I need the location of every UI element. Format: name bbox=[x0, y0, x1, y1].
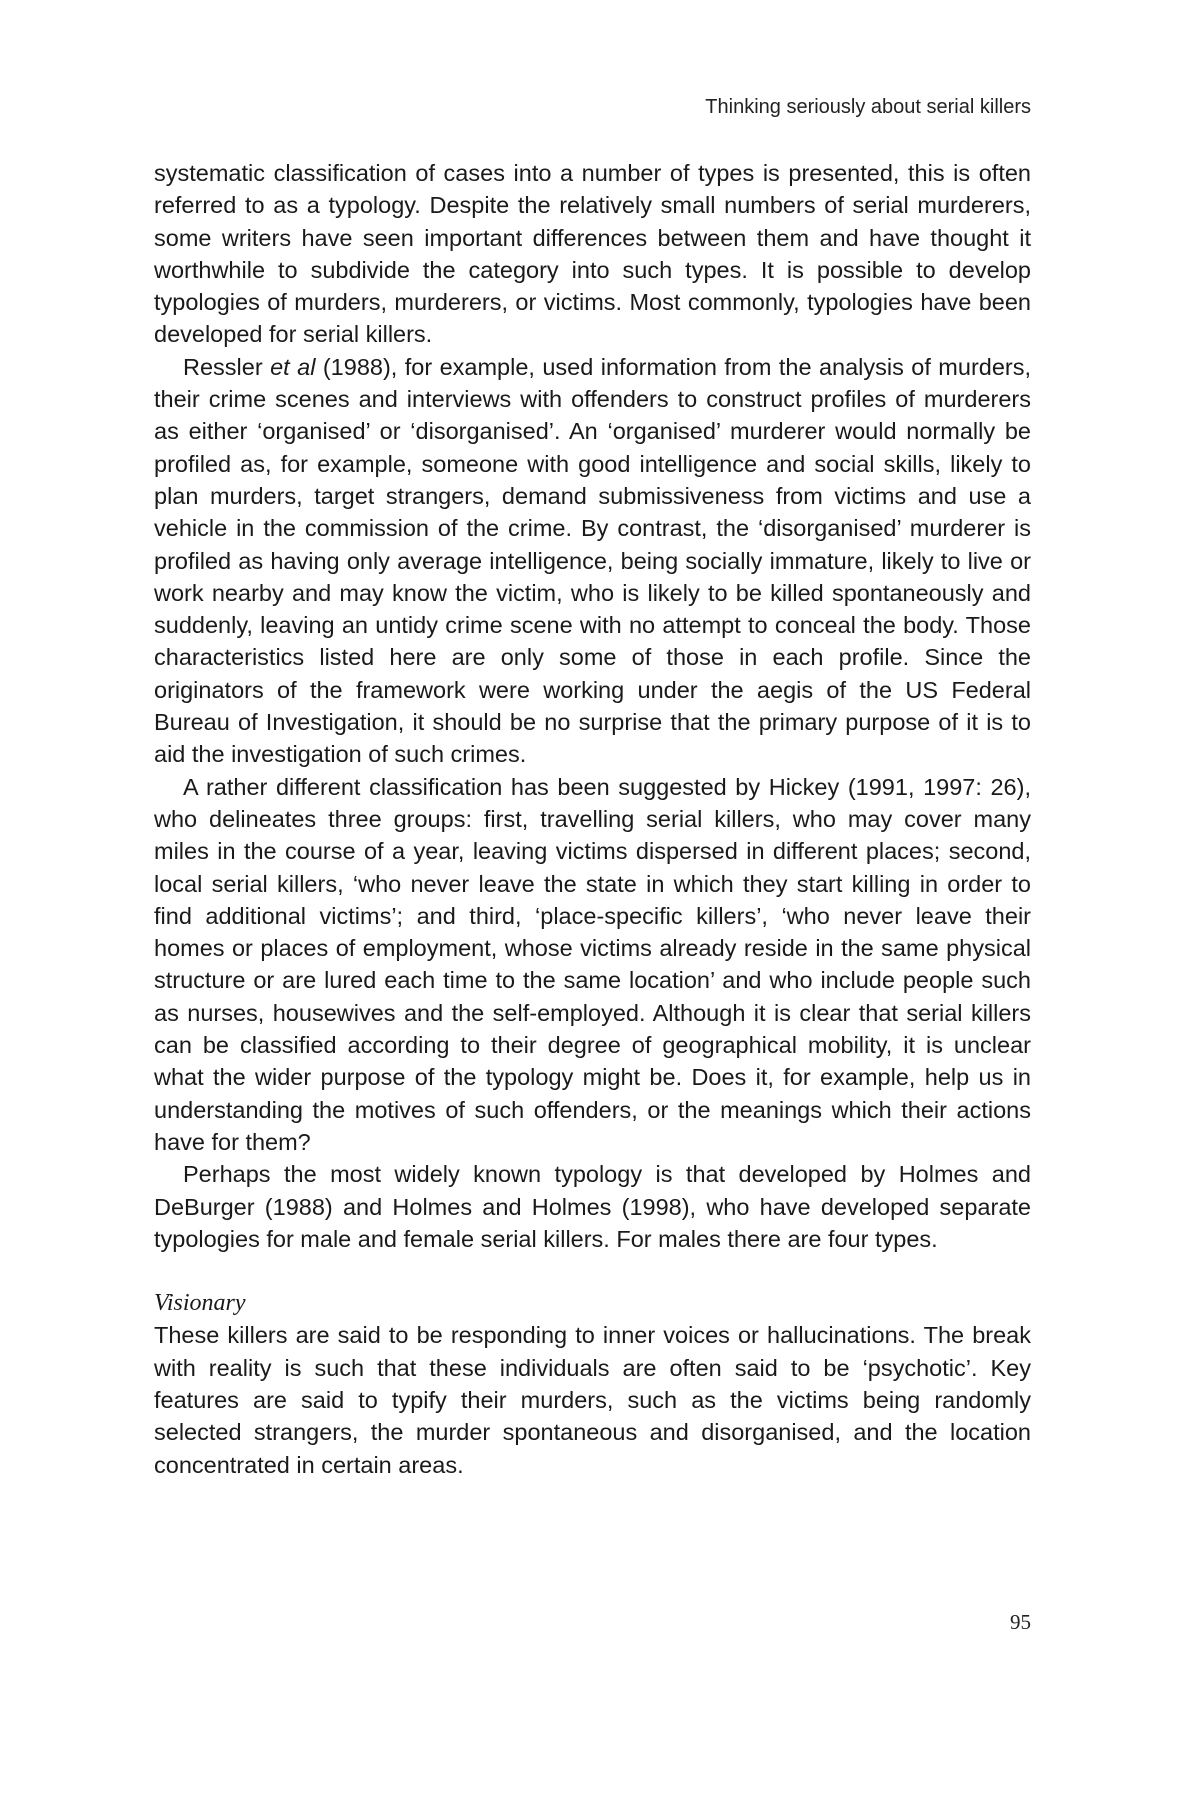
paragraph-visionary: These killers are said to be responding to inner voices or hallucinations. The break with reality is such that these individuals are often said to be ‘psychotic’. Key features are said to typify their murders, such as the victims being randomly selected strangers, the murder spontaneous and disorganised, and the location concentrated in certain areas. bbox=[154, 1322, 1031, 1478]
ressler-rest: (1988), for example, used information from the analysis of murders, their crime scenes and interviews with offenders to construct profiles of murderers as either ‘organised’ or ‘disorganised’. An ‘organised’ murderer would normally be profiled as, for example, someone with good intelligence and social skills, likely to plan murders, target strangers, demand submissiveness from victims and use a vehicle in the commission of the crime. By contrast, the ‘disorganised’ murderer is profiled as having only average intelligence, being socially immature, likely to live or work nearby and may know the victim, who is likely to be killed spontaneously and suddenly, leaving an untidy crime scene with no attempt to conceal the body. Those characteristics listed here are only some of those in each profile. Since the originators of the framework were working under the aegis of the US Federal Bureau of Investigation, it should be no surprise that the primary purpose of it is to aid the investigation of such crimes. bbox=[154, 353, 1032, 768]
book-page bbox=[154, 0, 1031, 1800]
et-al-italic: et al bbox=[270, 353, 316, 380]
page-number: 95 bbox=[1010, 1610, 1031, 1634]
running-head: Thinking seriously about serial killers bbox=[705, 96, 1031, 118]
paragraph-holmes: Perhaps the most widely known typology is that developed by Holmes and DeBurger (1988) and Holmes and Holmes (1998), who have developed separate typologies for male and female serial killers. For males there are four types. bbox=[154, 1161, 1031, 1252]
paragraph-ressler bbox=[154, 351, 1031, 771]
section-heading-visionary: Visionary bbox=[154, 1290, 246, 1317]
ressler-lead: Ressler bbox=[183, 353, 271, 380]
paragraph-hickey: A rather different classification has been suggested by Hickey (1991, 1997: 26), who delineates three groups: first, travelling serial killers, who may cover many miles in the course of a year, leaving victims dispersed in different places; second, local serial killers, ‘who never leave the state in which they start killing in order to find additional victims’; and third, ‘place-specific killers’, ‘who never leave their homes or places of employment, whose victims already reside in the same physical structure or are lured each time to the same location’ and who include people such as nurses, housewives and the self-employed. Although it is clear that serial killers can be classified according to their degree of geographical mobility, it is unclear what the wider purpose of the typology might be. Does it, for example, help us in understanding the motives of such offenders, or the meanings which their actions have for them? bbox=[154, 773, 1031, 1155]
paragraph-typology-intro: systematic classification of cases into a number of types is presented, this is often referred to as a typology. Despite the relatively small numbers of serial murderers, some writers have seen important differences between them and have thought it worthwhile to subdivide the category into such types. It is possible to develop typologies of murders, murderers, or victims. Most commonly, typologies have been developed for serial killers. bbox=[154, 160, 1031, 348]
body-text bbox=[154, 157, 1031, 1481]
